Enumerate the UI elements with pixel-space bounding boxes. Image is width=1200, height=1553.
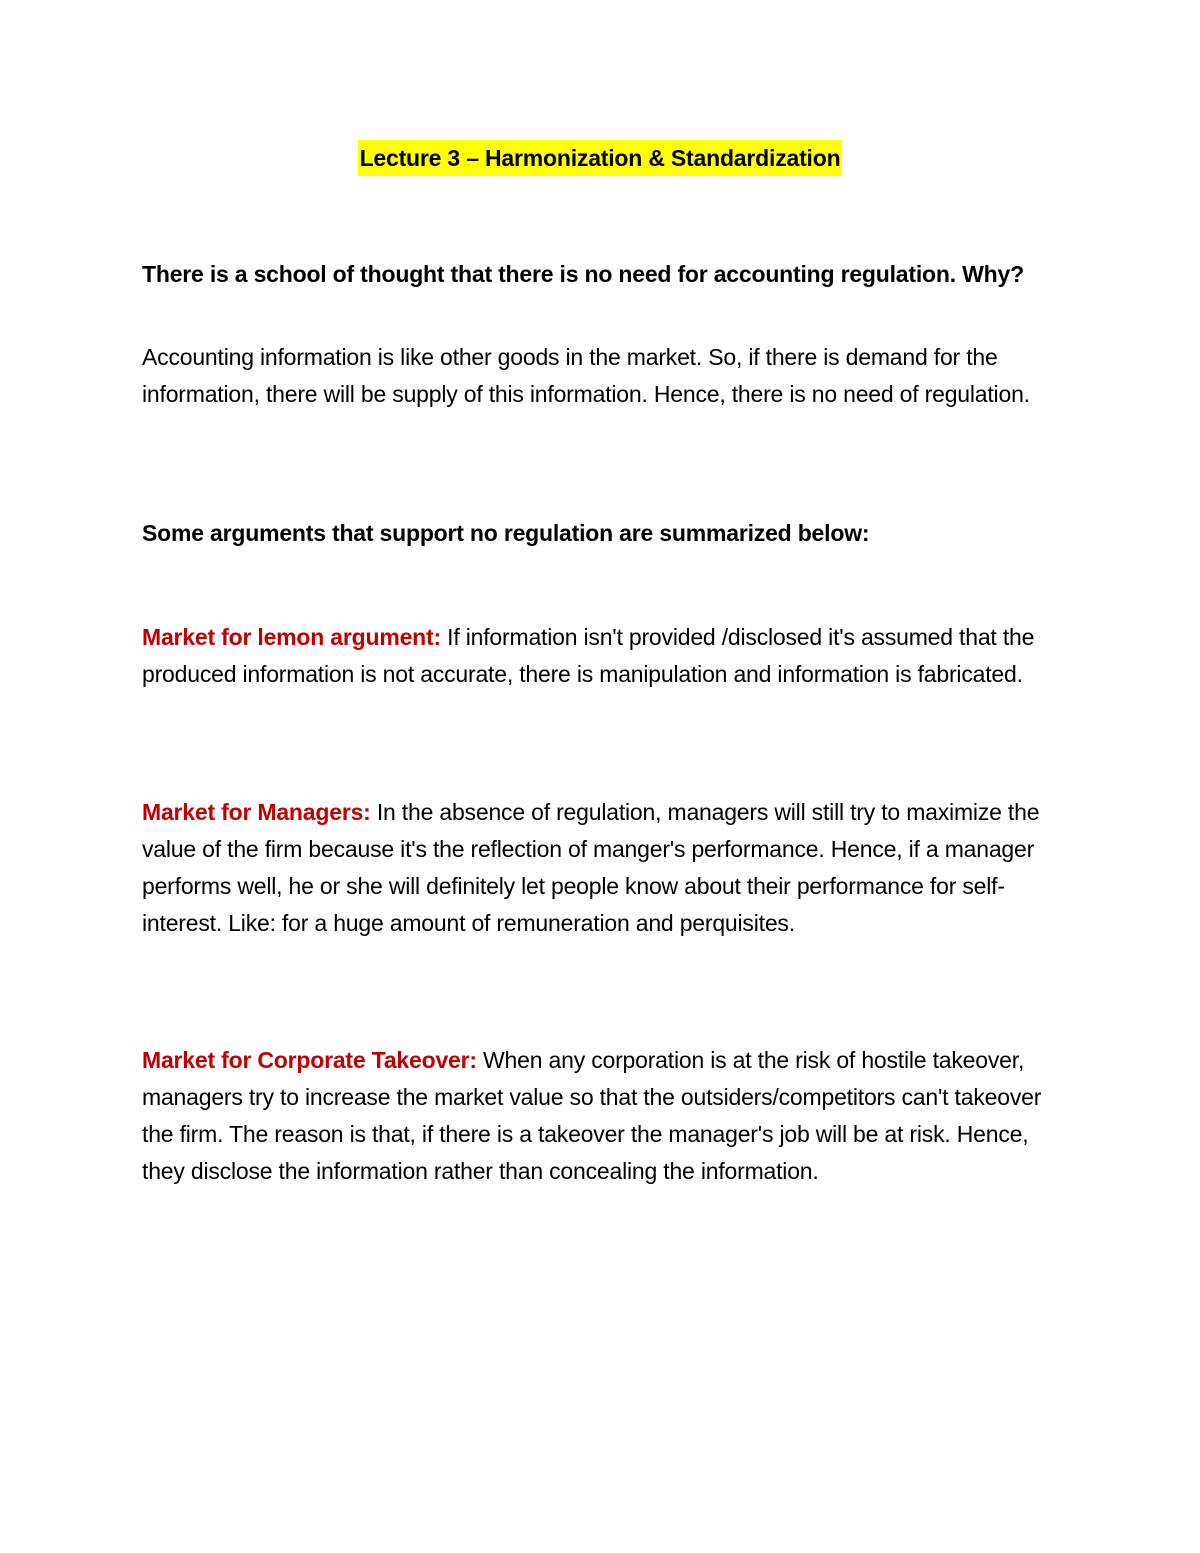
answer-paragraph: Accounting information is like other goods in the market. So, if there is demand for the information, there will be supply of this information. Hence, there is no need of regulation. (142, 344, 1030, 407)
argument-market-for-corporate-takeover (142, 1042, 1072, 1190)
argument-text: When any corporation is at the risk of hostile takeover, managers try to increase the market value so that the outsiders/competitors can't takeover the firm. The reason is that, if there is a takeover the manager's job will be at risk. Hence, they disclose the information rather than concealing the information. (142, 1047, 1042, 1184)
argument-market-for-lemon (142, 619, 1072, 693)
question-heading: There is a school of thought that there is no need for accounting regulation. Why? (142, 261, 1024, 287)
title-container (0, 140, 1200, 176)
argument-text: If information isn't provided /disclosed it's assumed that the produced information is not accurate, there is manipulation and information is fabricated. (142, 624, 1035, 687)
argument-label: Market for Managers: (142, 799, 371, 825)
argument-label: Market for Corporate Takeover: (142, 1047, 477, 1073)
arguments-intro: Some arguments that support no regulation are summarized below: (142, 520, 870, 546)
argument-market-for-managers (142, 794, 1072, 942)
argument-text: In the absence of regulation, managers will still try to maximize the value of the firm because it's the reflection of manger's performance. Hence, if a manager performs well, he or she will definitely let people know about their performance for self-interest. Like: for a huge amount of remuneration and perquisites. (142, 799, 1040, 936)
argument-label: Market for lemon argument: (142, 624, 441, 650)
page-title: Lecture 3 – Harmonization & Standardization (358, 140, 843, 176)
